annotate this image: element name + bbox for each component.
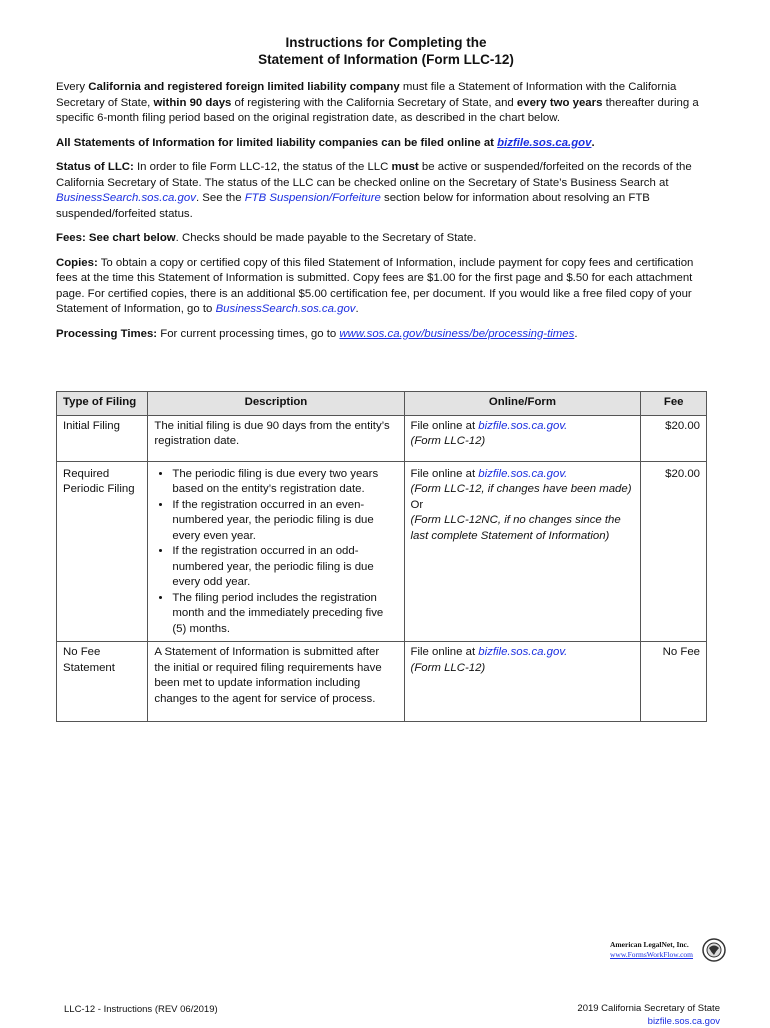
intro-text: must file a Statement of Information with the California Secretary of State, [56,81,677,109]
bullet-item: • The filing period includes the registration month and the immediately preceding five (5) months. [172,591,397,638]
ftb-section-link[interactable]: FTB Suspension/Forfeiture [244,192,381,204]
american-legalnet-logo [606,936,728,964]
copies-label: Copies: [56,256,98,269]
row-fee: $20.00 [641,415,707,461]
form-llc12nc-note: (Form LLC-12NC, if no changes since the last complete Statement of Information) [410,514,621,542]
online-prefix: File online at [410,646,479,658]
title-line-1: Instructions for Completing the [285,35,487,50]
intro-text: of registering with the California Secretary of State, and [231,96,517,109]
fees-bold-text: See chart below [85,232,176,244]
row-description: The initial filing is due 90 days from the entity’s registration date. [148,415,404,461]
row-type: Initial Filing [57,415,148,461]
row-type: No Fee Statement [57,642,148,722]
fees-label: Fees: [56,232,86,244]
footer-agency [577,1002,720,1028]
footer-copyright: 2019 California Secretary of State [577,1003,720,1014]
intro-paragraph [56,80,716,127]
periodic-filing-bullets [154,467,397,638]
intro-bold-entity: California and registered foreign limited liability company [88,81,400,93]
intro-text: thereafter during a specific 6-month filing period based on the original registration date, as described in the chart below. [56,96,699,124]
bullet-item: • The periodic filing is due every two years based on the entity’s registration date. [172,467,397,498]
online-filing-paragraph [56,136,716,152]
processing-paragraph [56,327,716,343]
row-fee: No Fee [641,642,707,722]
instructions-page [56,34,716,351]
fees-paragraph [56,231,716,247]
business-search-link[interactable]: BusinessSearch.sos.ca.gov [56,192,196,204]
row-online-form [404,461,641,642]
table-row [57,415,707,461]
status-text: be active or suspended/forfeited on the records of the California Secretary of State. The status of the LLC can be checked online on the Secretary of State’s Business Search at [56,161,692,189]
document-title [56,34,716,68]
footer-bizfile-link[interactable]: bizfile.sos.ca.gov [647,1016,720,1027]
row-online-form [404,415,641,461]
form-name: (Form LLC-12) [410,435,486,447]
copies-end: . [355,303,359,315]
status-paragraph [56,160,716,222]
processing-label: Processing Times: [56,327,158,340]
table-header-row [57,392,707,416]
copies-paragraph [56,256,716,318]
row-type: Required Periodic Filing [57,461,148,642]
header-online-form: Online/Form [404,392,641,416]
header-fee: Fee [641,392,707,416]
logo-website-link[interactable]: www.FormsWorkFlow.com [610,950,694,959]
status-label: Status of LLC: [56,161,134,173]
processing-times-link[interactable]: www.sos.ca.gov/business/be/processing-times [339,327,575,340]
status-bold-must: must [391,161,419,173]
bullet-item: • If the registration occurred in an even-numbered year, the periodic filing is due every even year. [172,498,397,545]
bizfile-link[interactable]: bizfile.sos.ca.gov [497,136,592,149]
intro-bold-deadline: within 90 days [153,96,232,109]
online-filing-text: All Statements of Information for limited liability companies can be filed online at [56,136,498,149]
bizfile-link[interactable]: bizfile.sos.ca.gov. [478,419,568,432]
bizfile-link[interactable]: bizfile.sos.ca.gov. [478,646,568,658]
business-search-link[interactable]: BusinessSearch.sos.ca.gov [215,303,356,315]
processing-end: . [574,327,578,340]
status-text: In order to file Form LLC-12, the status of the LLC [133,161,392,173]
title-line-2: Statement of Information (Form LLC-12) [258,52,514,67]
logo-company-name: American LegalNet, Inc. [610,940,689,949]
row-fee: $20.00 [641,461,707,642]
form-llc12-note: (Form LLC-12, if changes have been made) [410,483,632,495]
online-prefix: File online at [410,467,479,480]
table-row [57,642,707,722]
copies-text: To obtain a copy or certified copy of this filed Statement of Information, include payment for copy fees and certification fees at the time this Statement of Information is submitted. Copy fees are $1.00 for the first page and $.50 for each attachment page. For certified copies, there is an additional $5.00 certification fee, per document. If you would like a free filed copy of your Statement of Information, go to [56,256,694,315]
row-description: A Statement of Information is submitted after the initial or required filing requirements have been met to update information including changes to the agent for service of process. [148,642,404,722]
header-description: Description [148,392,404,416]
form-name: (Form LLC-12) [410,661,486,674]
header-type-of-filing: Type of Filing [57,392,148,416]
bullet-item: • If the registration occurred in an odd-numbered year, the periodic filing is due every odd year. [172,544,397,591]
or-text: Or [410,498,424,511]
bizfile-link[interactable]: bizfile.sos.ca.gov. [478,467,568,480]
filing-fee-table [56,391,707,722]
globe-icon [702,937,726,963]
table-row [57,461,707,642]
online-filing-end: . [591,136,595,149]
footer-form-revision: LLC-12 - Instructions (REV 06/2019) [64,1004,218,1015]
intro-bold-period: every two years [516,96,603,109]
row-online-form [404,642,641,722]
processing-text: For current processing times, go to [157,327,340,340]
intro-text: Every [56,81,89,93]
fees-text: . Checks should be made payable to the Secretary of State. [175,232,477,244]
online-prefix: File online at [410,419,479,432]
status-text: section below for information about resolving an FTB suspended/forfeited status. [56,192,650,220]
row-description [148,461,404,642]
status-text: . See the [195,192,245,204]
